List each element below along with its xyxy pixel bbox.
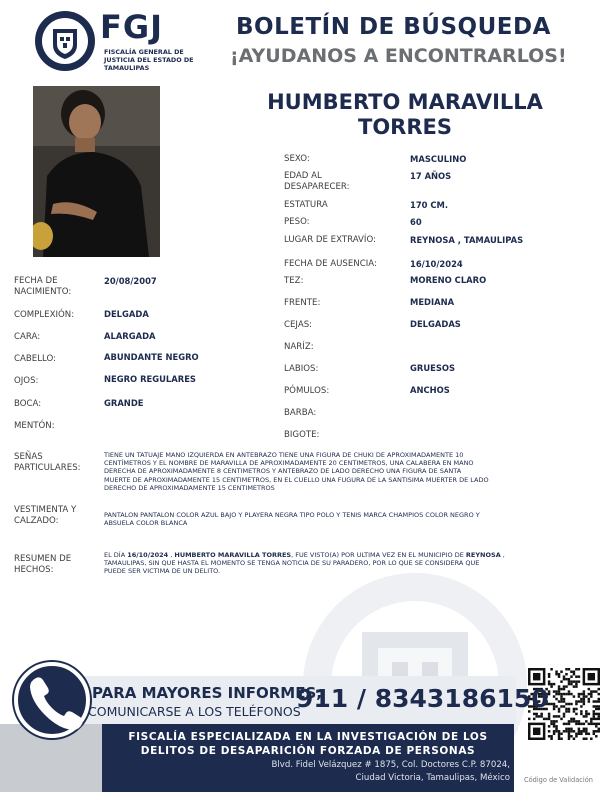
place-value: REYNOSA , TAMAULIPAS [410, 235, 524, 245]
bulletin-title: BOLETÍN DE BÚSQUEDA [236, 14, 551, 40]
absence-date-label: FECHA DE AUSENCIA: [284, 259, 377, 269]
build-label: COMPLEXIÓN: [14, 310, 75, 320]
cheekbones-value: ANCHOS [410, 385, 450, 395]
marks-label-line2: PARTICULARES: [14, 462, 81, 473]
mustache-label: BIGOTE: [284, 430, 320, 440]
sex-label: SEXO: [284, 154, 310, 164]
call-text: COMUNICARSE A LOS TELÉFONOS [88, 704, 301, 719]
birthdate-label-line1: FECHA DE [14, 276, 58, 286]
summary-line3: PUEDE SER VICTIMA DE UN DELITO. [104, 567, 221, 576]
face-value: ALARGADA [104, 331, 156, 341]
clothing-line: ABSUELA COLOR BLANCA [104, 519, 188, 528]
phone-icon [18, 666, 86, 734]
face-label: CARA: [14, 332, 41, 342]
birthdate-value: 20/08/2007 [104, 276, 157, 286]
beard-label: BARBA: [284, 408, 317, 418]
phone-number: 911 / 8343186150 [296, 684, 549, 713]
place-label: LUGAR DE EXTRAVÍO: [284, 235, 376, 245]
summary-prefix: EL DÍA [104, 551, 128, 559]
person-photo-image [33, 86, 160, 257]
hair-label: CABELLO: [14, 354, 56, 364]
marks-line: MUERTE DE APROXIMADAMENTE 15 CENTIMETROS, EN EL CUELLO UNA FUGURA DE LA SANTISIMA MUERTER DE LADO [104, 475, 489, 484]
clothing-label-line2: CALZADO: [14, 515, 59, 526]
summary-label [14, 554, 71, 575]
eyes-value: NEGRO REGULARES [104, 374, 196, 384]
age-label-line2: DESAPARECER: [284, 181, 350, 192]
logo-text: FGJ [100, 8, 164, 46]
person-name-line2: TORRES [358, 115, 452, 139]
weight-label: PESO: [284, 217, 310, 227]
eyebrows-value: DELGADAS [410, 319, 461, 329]
summary-label-line1: RESUMEN DE [14, 554, 72, 564]
clothing-text [104, 511, 594, 527]
mouth-value: GRANDE [104, 398, 144, 408]
state-seal-icon [34, 10, 96, 72]
phone-icon-circle [14, 662, 90, 738]
marks-line: CENTÍMETROS Y EL NOMBRE DE MARAVILLA DE APROXIMADAMENTE 20 CENTIMETROS, UNA CALABERA EN MANO [104, 459, 474, 468]
address-line2: Ciudad Victoria, Tamaulipas, México [355, 773, 510, 783]
birthdate-label [14, 276, 71, 297]
clothing-line: PANTALON PANTALON COLOR AZUL BAJO Y PLAYERA NEGRA TIPO POLO Y TENIS MARCA CHAMPIOS COLOR NEGRO Y [104, 511, 480, 519]
summary-end: , [500, 551, 505, 559]
summary-label-line2: HECHOS: [14, 564, 54, 575]
marks-line: TIENE UN TATUAJE MANO IZQUIERDA EN ANTEBRAZO TIENE UNA FIGURA DE CHUKI DE APROXIMADAMENTE 10 [104, 451, 464, 459]
summary-date: 16/10/2024 [127, 551, 169, 559]
clothing-label [14, 505, 76, 526]
complexion-tone-label: TEZ: [284, 276, 304, 286]
marks-label-line1: SEÑAS [14, 452, 43, 462]
marks-text [104, 451, 594, 492]
build-value: DELGADA [104, 309, 149, 319]
marks-line: DERECHO DE APROXIMADAMENTE 15 CENTIMETROS [104, 483, 275, 492]
marks-label [14, 452, 81, 473]
absence-date-value: 16/10/2024 [410, 259, 463, 269]
summary-name: HUMBERTO MARAVILLA TORRES [174, 551, 292, 559]
height-label: ESTATURA [284, 200, 328, 210]
summary-sep: , [168, 551, 175, 559]
agency-line2: DELITOS DE DESAPARICIÓN FORZADA DE PERSONAS [140, 745, 476, 757]
qr-label: Código de Validación [524, 776, 593, 784]
clothing-label-line1: VESTIMENTA Y [14, 505, 77, 515]
eyebrows-label: CEJAS: [284, 320, 313, 330]
fgj-logo [34, 10, 204, 76]
chin-label: MENTÓN: [14, 421, 55, 431]
lips-value: GRUESOS [410, 363, 456, 373]
complexion-tone-value: MORENO CLARO [410, 275, 487, 285]
height-value: 170 CM. [410, 200, 449, 210]
summary-city: REYNOSA [465, 551, 501, 559]
cheekbones-label: PÓMULOS: [284, 386, 330, 396]
summary-mid: , FUE VISTO(A) POR ULTIMA VEZ EN EL MUNICIPIO DE [291, 551, 466, 559]
birthdate-label-line2: NACIMIENTO: [14, 286, 72, 297]
address-line1: Blvd. Fidel Velázquez # 1875, Col. Doctores C.P. 87024, [271, 760, 510, 770]
missing-person-photo [33, 86, 160, 257]
summary-line1 [104, 551, 594, 559]
person-name [250, 90, 560, 140]
summary-line2: TAMAULIPAS, SIN QUE HASTA EL MOMENTO SE TENGA NOTICIA DE SU PARADERO, POR LO QUE SE CONSIDERA QUE [104, 559, 480, 568]
hair-value: ABUNDANTE NEGRO [104, 352, 199, 362]
agency-line1: FISCALÍA ESPECIALIZADA EN LA INVESTIGACIÓN DE LOS [128, 731, 488, 743]
sex-value: MASCULINO [410, 154, 467, 164]
marks-line: DERECHA DE APROXIMADAMENTE 8 CENTIMETROS Y ANTEBRAZO DE LADO DERECHO UNA FIGURA DE SANTA [104, 467, 462, 476]
age-label-line1: EDAD AL [284, 171, 322, 181]
person-name-line1: HUMBERTO MARAVILLA [267, 90, 543, 114]
age-label [284, 171, 350, 192]
more-info-text: PARA MAYORES INFORMES, [92, 684, 322, 702]
nose-label: NARÍZ: [284, 342, 314, 352]
forehead-label: FRENTE: [284, 298, 321, 308]
weight-value: 60 [410, 217, 422, 227]
lips-label: LABIOS: [284, 364, 319, 374]
age-value: 17 AÑOS [410, 171, 452, 181]
eyes-label: OJOS: [14, 376, 39, 386]
bulletin-subtitle: ¡AYUDANOS A ENCONTRARLOS! [230, 45, 567, 67]
forehead-value: MEDIANA [410, 297, 455, 307]
mouth-label: BOCA: [14, 399, 42, 409]
logo-subtitle: FISCALÍA GENERAL DE JUSTICIA DEL ESTADO DE TAMAULIPAS [104, 48, 194, 72]
